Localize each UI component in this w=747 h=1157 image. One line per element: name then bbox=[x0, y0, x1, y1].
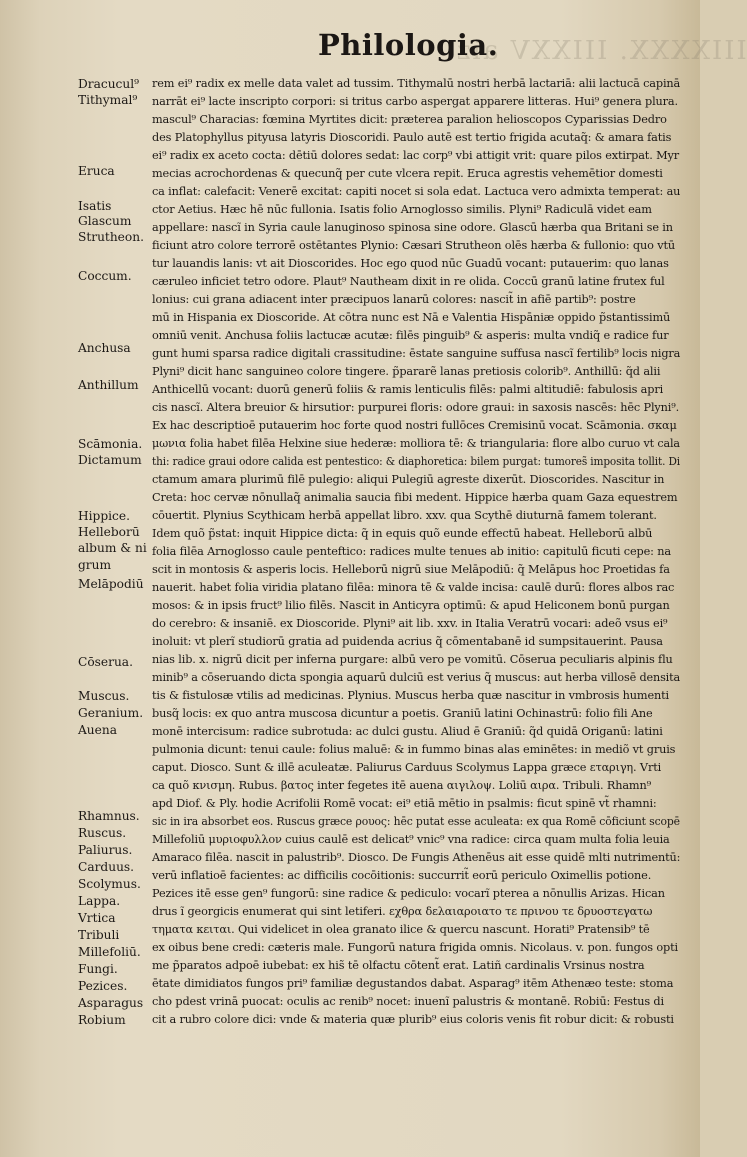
text-line: drus ĩ georgicis enumerat qui sint letiferi. εχθρα δελαιαροιατο τε πρινου τε δρυοστεγατω bbox=[152, 905, 653, 918]
text-line: cis nascĩ. Altera breuior & hirsutior: purpurei floris: odore graui: in saxosis nascēs: hēc Plyni⁹. bbox=[152, 401, 680, 414]
margin-note: Ruscus. bbox=[78, 826, 127, 840]
text-line: Pezices itē esse gen⁹ fungorū: sine radice & pediculo: vocarĩ pterea a nōnullis Arizas. Hican bbox=[152, 887, 665, 900]
text-line: inoluit: vt plerĩ studiorū gratia ad puidenda acrius q̃ cōmentabanē id sumpsitauerint. Pausa bbox=[152, 635, 663, 648]
text-line: τηματα κειται. Qui videlicet in olea granato ilice & quercu nascunt. Horati⁹ Pratensib⁹ tē bbox=[152, 923, 650, 936]
text-line: Amaraco filēa. nascit in palustrib⁹. Diosco. De Fungis Athenēus ait esse quidē mlti nutrimentū: bbox=[152, 851, 681, 864]
margin-note: Eruca bbox=[78, 164, 115, 178]
text-line: minib⁹ a cōseruando dicta spongia aquarū dulciū est verius q̃ muscus: aut herba villosē densita bbox=[152, 671, 681, 684]
text-line: tis & fistulosæ vtilis ad medicinas. Plynius. Muscus herba quæ nascitur in vmbrosis humenti bbox=[152, 689, 669, 702]
text-line: mascul⁹ Characias: fœmina Myrtites dicit: præterea paralion helioscopos Cyparissias Dedro bbox=[152, 113, 667, 126]
margin-note: Robium bbox=[78, 1013, 126, 1027]
bleed-through-text: IIIXXXX. IIIXXV aiz bbox=[455, 36, 747, 66]
margin-note: Rhamnus. bbox=[78, 809, 140, 823]
margin-note: Helleborū bbox=[78, 525, 140, 539]
margin-note: Carduus. bbox=[78, 860, 135, 874]
text-line: cit a rubro colore dici: vnde & materia quæ plurib⁹ eius coloris venis fit robur dicit: & robusti bbox=[152, 1013, 674, 1026]
text-line: ētate dimidiatos fungos pri⁹ familiæ degustandos dabat. Asparag⁹ itēm Athenæo teste: stoma bbox=[152, 977, 674, 990]
margin-note: Fungi. bbox=[78, 962, 118, 976]
text-line: nias lib. x. nigrū dicit per inferna purgare: albū vero pe vomitū. Cōserua peculiaris alpinis flu bbox=[152, 653, 673, 666]
margin-note: grum bbox=[78, 558, 112, 572]
margin-note: album & ni bbox=[78, 541, 147, 555]
text-line: scit in montosis & asperis locis. Helleborū nigrū siue Melāpodiū: q̃ Melāpus hoc Proetidas fa bbox=[152, 563, 670, 576]
text-line: gunt humi sparsa radice digitali crassitudine: ēstate sanguine suffusa nascĩ fertilib⁹ locis nigra bbox=[152, 347, 681, 360]
margin-note: Millefoliū. bbox=[78, 945, 141, 959]
text-line: cho pdest vrinā puocat: oculis ac renib⁹ nocet: inuenĩ palustris & montanē. Robiū: Festus di bbox=[152, 995, 664, 1008]
text-line: narrāt ei⁹ lacte inscripto corpori: si tritus carbo aspergat apparere litteras. Hui⁹ genera plura. bbox=[152, 95, 678, 108]
margin-note: Scāmonia. bbox=[78, 437, 143, 451]
text-line: monē intercisum: radice subrotuda: ac dulci gustu. Aliud ē Graniū: q̃d quidā Origanū: latini bbox=[152, 725, 663, 738]
text-line: Creta: hoc cervæ nōnullaq̃ animalia saucia fibi medent. Hippice hærba quam Gaza equestrem bbox=[152, 491, 678, 504]
margin-note: Isatis bbox=[78, 199, 112, 213]
text-line: verū inflatioē facientes: ac difficilis cocōitionis: succurrit̃ eorū periculo Oximellis potione. bbox=[152, 869, 652, 882]
text-line: Anthicellū vocant: duorū generū foliis & ramis lenticulis filēs: palmi altitudiē: fabulosis apri bbox=[152, 383, 664, 396]
margin-note: Strutheon. bbox=[78, 230, 144, 244]
text-line: folia filēa Arnoglosso caule penteftico: radices multe tenues ab initio: capitulū ficuti cepe: na bbox=[152, 545, 671, 558]
running-head: Philologia. bbox=[318, 28, 499, 62]
text-line: lonius: cui grana adiacent inter præcipuos lanarū colores: nascit̃ in afiē partib⁹: postre bbox=[152, 293, 636, 306]
text-line: busq̃ locis: ex quo antra muscosa dicuntur a poetis. Graniū latini Ochinastrū: folio fili Ane bbox=[152, 707, 653, 720]
text-line: ctamum amara plurimū filē pulegio: aliqui Pulegiū agreste dixerūt. Dioscorides. Nascitur in bbox=[152, 473, 665, 486]
text-line: nauerit. habet folia viridia platano filēa: minora tē & valde incisa: caulē durū: flores albos rac bbox=[152, 581, 675, 594]
text-line: caput. Diosco. Sunt & illē aculeatæ. Paliurus Carduus Scolymus Lappa græce εταριγη. Vrti bbox=[152, 761, 662, 774]
margin-note: Scolymus. bbox=[78, 877, 141, 891]
margin-note: Pezices. bbox=[78, 979, 128, 993]
margin-note: Melāpodiū bbox=[78, 577, 144, 591]
margin-note: Cōserua. bbox=[78, 655, 133, 669]
text-line: ficiunt atro colore terrorē ostētantes Plynio: Cæsari Strutheon olēs hærba & fullonio: quo vtū bbox=[152, 239, 675, 252]
text-line: ctor Aetius. Hæc hē nūc fullonia. Isatis folio Arnoglosso similis. Plyni⁹ Radiculā videt eam bbox=[152, 203, 652, 216]
text-line: mecias acrochordenas & quecunq̃ per cute vlcera repit. Eruca agrestis vehemētior domesti bbox=[152, 167, 663, 180]
text-line: Idem quõ p̃stat: inquit Hippice dicta: q̃ in equis quõ eunde effectū habeat. Helleborū albū bbox=[152, 527, 653, 540]
text-line: appellare: nascĩ in Syria caule lanuginoso spinosa sine odore. Glascū hærba qua Britani se in bbox=[152, 221, 673, 234]
text-line: Ex hac descriptioē putauerim hoc forte quod nostri fullōces Cremisinū vocat. Scāmonia. σκαμ bbox=[152, 419, 677, 432]
text-line: sic in ira absorbet eos. Ruscus græce ρουος: hēc putat esse aculeata: ex qua Romē cōficiunt scopē bbox=[152, 815, 680, 828]
text-line: ca quõ κνισμη. Rubus. βατος inter fegetes itē auena αιγιλοψ. Loliū αιρα. Tribuli. Rhamn⁹ bbox=[152, 779, 651, 792]
text-line: ex oibus bene credi: cæteris male. Fungorū natura frigida omnis. Nicolaus. v. pon. fungos opti bbox=[152, 941, 678, 954]
margin-note: Anchusa bbox=[78, 341, 131, 355]
margin-note: Dictamum bbox=[78, 453, 142, 467]
text-line: ca inflat: calefacit: Venerē excitat: capiti nocet si sola edat. Lactuca vero admixta temperat: au bbox=[152, 185, 681, 198]
text-line: Millefoliū μυριοφυλλον cuius caulē est delicat⁹ vnic⁹ vna radice: circa quam multa folia leuia bbox=[152, 833, 670, 846]
margin-note: Tithymal⁹ bbox=[78, 93, 138, 107]
text-line: apd Diof. & Ply. hodie Acrifolii Romē vocat: ei⁹ etiā mētio in psalmis: ficut spinē vt̃ rhamni: bbox=[152, 797, 657, 810]
text-line: mosos: & in ipsis fruct⁹ lilio filēs. Nascit in Anticyra optimū: & apud Heliconem bonū purgan bbox=[152, 599, 670, 612]
text-line: Plyni⁹ dicit hanc sanguineo colore tingere. p̃pararẽ lanas pretiosis colorib⁹. Anthillū: q̃d alii bbox=[152, 365, 661, 378]
text-line: μωνια folia habet filēa Helxine siue hederæ: molliora tē: & triangularia: flore albo curuo vt cala bbox=[152, 437, 680, 450]
text-line: me p̃paratos adpoē iubebat: ex his̃ tē olfactu cōtent̃ erat. Latiñ cardinalis Vrsinus nostra bbox=[152, 959, 645, 972]
text-line: do cerebro: & insaniē. ex Dioscoride. Plyni⁹ ait lib. xxv. in Italia Veratrū vocari: adeõ vsus ei⁹ bbox=[152, 617, 668, 630]
text-line: des Platophyllus pityusa latyris Dioscoridi. Paulo autē est tertio frigida acutaq̃: & amara fatis bbox=[152, 131, 672, 144]
margin-note: Auena bbox=[78, 723, 117, 737]
margin-note: Paliurus. bbox=[78, 843, 133, 857]
margin-note: Glascum bbox=[78, 214, 132, 228]
text-line: cæruleo inficiet tetro odore. Plaut⁹ Nautheam dixit in re olida. Coccū granū latine frutex ful bbox=[152, 275, 665, 288]
text-line: rem ei⁹ radix ex melle data valet ad tussim. Tithymalū nostri herbā lactariā: alii lactucā capinā bbox=[152, 77, 681, 90]
text-line: mū in Hispania ex Dioscoride. At cōtra nunc est Nā e Valentia Hispāniæ oppido p̃stantissimū bbox=[152, 311, 671, 324]
margin-note: Muscus. bbox=[78, 689, 130, 703]
margin-note: Asparagus bbox=[78, 996, 144, 1010]
margin-note: Coccum. bbox=[78, 269, 132, 283]
text-line: cōuertit. Plynius Scythicam herbā appellat libro. xxv. qua Scythē diuturnā famem tolerant. bbox=[152, 509, 657, 522]
margin-note: Lappa. bbox=[78, 894, 121, 908]
margin-note: Geranium. bbox=[78, 706, 144, 720]
text-line: tur lauandis lanis: vt ait Dioscorides. Hoc ego quod nūc Guadū vocant: putauerim: quo lanas bbox=[152, 257, 669, 270]
margin-note: Anthillum bbox=[78, 378, 139, 392]
margin-note: Tribuli bbox=[78, 928, 120, 942]
text-line: pulmonia dicunt: tenui caule: folius maluē: & in fummo binas alas eminētes: in mediõ vt gruis bbox=[152, 743, 676, 756]
text-line: thi: radice graui odore calida est pentestico: & diaphoretica: bilem purgat: tumores̃ imposita tollit. Di bbox=[152, 455, 681, 468]
margin-note: Hippice. bbox=[78, 509, 130, 523]
margin-note: Dracucul⁹ bbox=[78, 77, 139, 91]
text-line: ei⁹ radix ex aceto cocta: dētiū dolores sedat: lac corp⁹ vbi attigit vrit: quare pilos extirpat. Myr bbox=[152, 149, 679, 162]
margin-note: Vrtica bbox=[78, 911, 116, 925]
text-line: omniū venit. Anchusa foliis lactucæ acutæ: filēs pinguib⁹ & asperis: multa vndiq̃ e radice fur bbox=[152, 329, 669, 342]
